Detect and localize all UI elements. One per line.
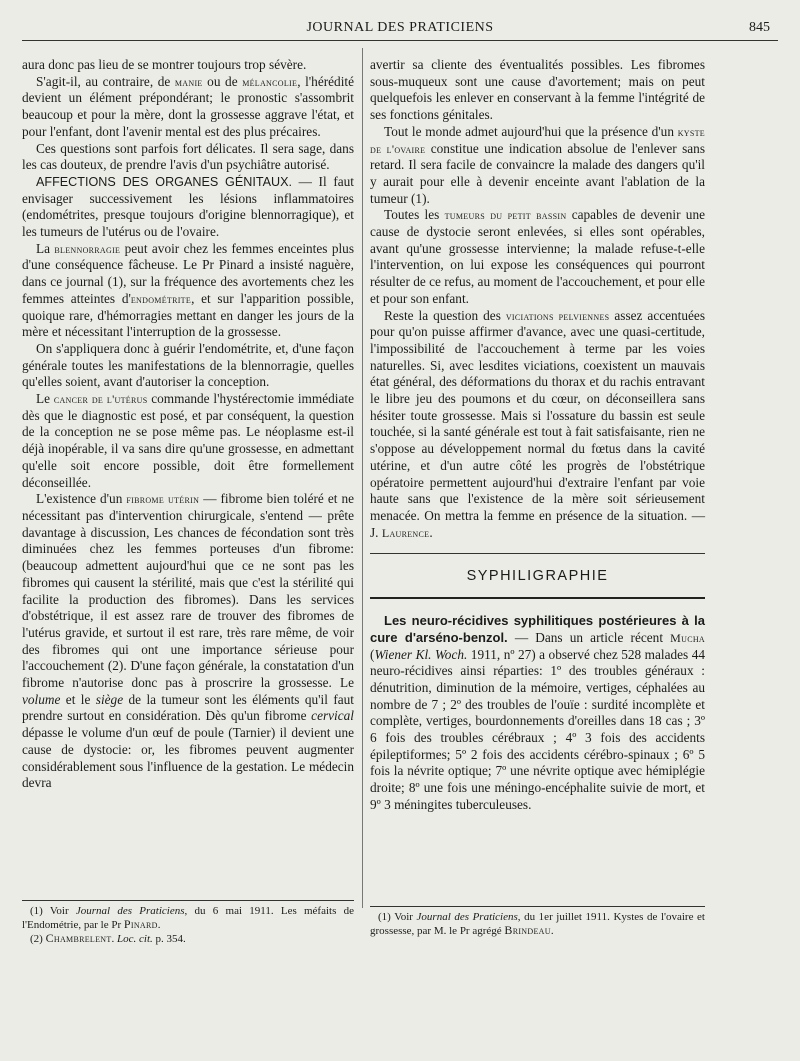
right-footnotes [370,911,705,938]
section-heading: AFFECTIONS DES ORGANES GÉNITAUX. [36,174,292,189]
paragraph: Reste la question des viciations pelviennes assez accentuées pour qu'on puisse affirmer d'avance, avec une quasi-certitude, l'impossibilité de l'accouchement à terme par les voies naturelles. Si, avec lesdites viciations, coexistent un mauvais état général, des déformations du thorax et du rachis entravant le libre jeu des poumons et du cœur, on déconseillera sans hésiter toute grossesse. Mais si l'ossature du bassin est seule touchée, si la santé générale est tout à fait satisfaisante, rien ne s'oppose au développement normal du fœtus dans la cavité utérine, et d'un autre côté les progrès de l'obstétrique opératoire permettent aujourd'hui d'extraire l'enfant par voie haute sans que l'existence de la mère soit sérieusement menacée. On mettra la femme en présence de la situation. — J. Laurence. [370,307,705,540]
left-column [22,57,354,792]
paragraph: La blennorragie peut avoir chez les femmes enceintes plus d'une conséquence fâcheuse. Le Pr Pinard a insisté naguère, dans ce journal (1), sur la fréquence des avortements chez les femmes atteintes d'endométrite, et sur l'apparition possible, quoique rare, d'hémorragies mettant en danger les jours de la mère et nécessitant l'interruption de la grossesse. [22,240,354,340]
right-column [370,57,705,814]
paragraph: aura donc pas lieu de se montrer toujours trop sévère. [22,57,307,72]
footnote-rule [22,900,354,901]
section-rule-bottom [370,597,705,599]
running-header [22,18,778,41]
section-title: SYPHILIGRAPHIE [466,568,609,585]
small-caps-term: fibrome utérin [126,492,200,507]
paragraph: S'agit-il, au contraire, de manie ou de mélancolie, l'hérédité devient un élément prépondérant; le pronostic s'assombrit beaucoup et pour la mère, dont la grossesse aggrave l'état, et pour l'enfant, dont l'avenir mental est des plus précaires. [22,73,355,139]
paragraph: Toutes les tumeurs du petit bassin capables de devenir une cause de dystocie seront enlevées, si elles sont opérables, avant qu'une grossesse intervienne; la malade refuse-t-elle l'intervention, on lui expose les conséquences qui pourront résulter de ce refus, au moment de l'accouchement, et pour elle et pour son enfant. [370,207,705,306]
small-caps-term: cancer de l'utérus [53,392,148,407]
paragraph: L'existence d'un fibrome utérin — fibrome bien toléré et ne nécessitant pas d'intervention chirurgicale, s'entend — prête davantage à discussion, Les chances de fécondation sont très diminuées chez les femmes porteuses d'un fibrome: (beaucoup admettent aujourd'hui que ce ne sont pas les fibromes qui causent la stérilité, mais que c'est la stérilité qui facilite la production des fibromes). Dans les services d'obstétrique, il est assez rare de trouver des fibromes de l'utérus gravide, et surtout il est rare, très rare même, de voir des fibromes qui ont une importance sérieuse pour l'accouchement (2). D'une façon générale, la constatation d'un fibrome n'autorise donc pas à proscrire la grossesse. Le volume et le siège de la tumeur sont les éléments qu'il faut prendre surtout en considération. Dès qu'un fibrome cervical dépasse le volume d'un œuf de poule (Tarnier) il devient une cause de dystocie: or, les fibromes peuvent augmenter considérablement sous l'influence de la gestation. Le médecin devra [22,491,354,791]
paragraph: Le cancer de l'utérus commande l'hystérectomie immédiate dès que le diagnostic est posé, et par conséquent, la question de la conception ne se pose même pas. Le néoplasme est-il déjà inopérable, il va sans dire qu'une grossesse, en admettant qu'elle soit encore possible, doit être formellement déconseillée. [22,391,354,490]
column-divider [362,48,363,908]
paragraph: Tout le monde admet aujourd'hui que la présence d'un kyste de l'ovaire constitue une indication absolue de l'enlever sans retard. Il sera facile de convaincre la malade des dangers qu'il y aurait pour elle à devenir enceinte avant l'ablation de la tumeur (1). [370,123,705,206]
article-paragraph: Les neuro-récidives syphilitiques postérieures à la cure d'arséno-benzol. — Dans un article récent Mucha (Wiener Kl. Woch. 1911, nº 27) a observé chez 528 malades 44 neuro-récidives ainsi réparties: 1º des troubles généraux : dénutrition, diminution de la mémoire, vertiges, céphalées au nombre de 7 ; 2º des troubles de l'ouïe : surdité incomplète et complète, vertiges, bourdonnements d'oreilles dans 18 cas ; 3º 6 fois des troubles cérébraux ; 4º 3 fois des accidents épileptiformes; 5º 2 fois des accidents cérébro-spinaux ; 6º 5 fois la névrite optique; 7º une névrite optique avec hémiplégie droite; 8º une fois une méningo-encéphalite suivie de mort, et 9º 3 méningites tuberculeuses. [370,613,706,812]
small-caps-term: mélancolie [242,74,298,89]
footnote: (1) Voir Journal des Praticiens, du 6 mai 1911. Les méfaits de l'Endométrie, par le Pr Pinard. [22,905,354,931]
small-caps-term: endométrite [130,291,192,306]
small-caps-term: blennorragie [54,241,121,256]
small-caps-term: viciations pelviennes [505,308,610,323]
left-footnotes [22,905,354,946]
small-caps-term: tumeurs du petit bassin [444,208,567,223]
small-caps-term: manie [174,74,203,89]
footnote: (2) Chambrelent. Loc. cit. p. 354. [30,931,186,945]
paragraph: avertir sa cliente des éventualités possibles. Les fibromes sous-muqueux sont une cause d'avortement; mais on peut quelquefois les enlever en conservant à la femme l'intégrité de ses fonctions génitales. [370,57,705,123]
paragraph: On s'appliquera donc à guérir l'endométrite, et, d'une façon générale toutes les manifestations de la blennorragie, quelles qu'elles soient, avant d'autoriser la conception. [22,340,354,390]
section-paragraph: AFFECTIONS DES ORGANES GÉNITAUX. — Il faut envisager successivement les lésions inflammatoires (endométrites, presque toujours d'origine blennorragique), et les tumeurs de l'utérus ou de l'ovaire. [22,173,354,240]
footnote: (1) Voir Journal des Praticiens, du 1er juillet 1911. Kystes de l'ovaire et grossesse, par M. le Pr agrégé Brindeau. [370,911,705,937]
author-signature: Laurence [381,525,430,540]
paragraph: Ces questions sont parfois fort délicates. Il sera sage, dans les cas douteux, de prendre l'avis d'un psychiâtre autorisé. [22,140,354,173]
footnote-rule [370,906,705,907]
section-rule-top [370,553,705,554]
article-title: Les neuro-récidives syphilitiques postérieures à la cure d'arséno-benzol. [370,613,705,645]
page-number: 845 [749,20,770,35]
journal-title: JOURNAL DES PRATICIENS [306,20,494,35]
small-caps-term: kyste de l'ovaire [370,124,705,156]
